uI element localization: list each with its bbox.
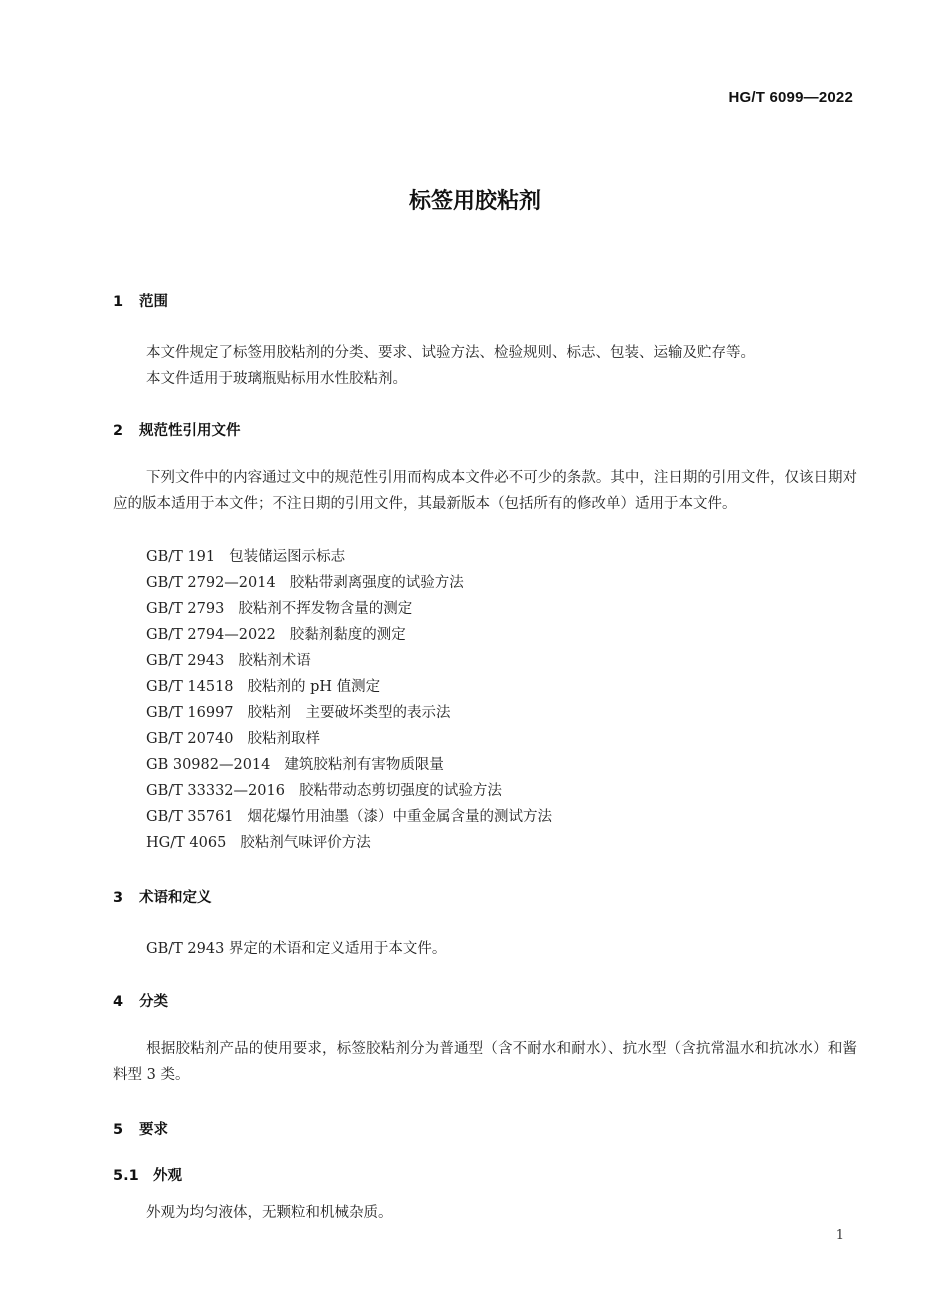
section-number: 4: [113, 994, 124, 1010]
document-title: 标签用胶粘剂: [408, 189, 541, 214]
classification-body: 根据胶粘剂产品的使用要求，标签胶粘剂分为普通型（含不耐水和耐水）、抗水型（含抗常温水和抗冰水）和酱料型 3 类。: [113, 1041, 857, 1083]
scope-line-1: 本文件规定了标签用胶粘剂的分类、要求、试验方法、检验规则、标志、包装、运输及贮存等。: [146, 345, 755, 361]
list-item: [146, 752, 552, 778]
ref-title: 胶粘剂气味评价方法: [240, 835, 371, 851]
list-item: [146, 778, 552, 804]
list-item: [146, 830, 552, 856]
appearance-text: 外观为均匀液体，无颗粒和机械杂质。: [146, 1205, 393, 1221]
section-2-heading: [113, 419, 241, 440]
ref-title: 胶粘带剥离强度的试验方法: [289, 575, 464, 591]
section-title: 要求: [139, 1122, 168, 1138]
section-number: 2: [113, 423, 124, 439]
ref-title: 胶粘带动态剪切强度的试验方法: [298, 783, 502, 799]
normative-references-intro: [113, 465, 857, 517]
scope-line-2: 本文件适用于玻璃瓶贴标用水性胶粘剂。: [146, 371, 407, 387]
ref-title: 建筑胶粘剂有害物质限量: [284, 757, 444, 773]
ref-title: 胶粘剂不挥发物含量的测定: [238, 601, 413, 617]
ref-title: 胶粘剂取样: [247, 731, 321, 747]
ref-code: GB/T 16997: [146, 705, 234, 721]
ref-code: GB 30982—2014: [146, 757, 271, 773]
ref-title: 胶粘剂 主要破坏类型的表示法: [247, 705, 451, 721]
ref-title: 胶粘剂的 pH 值测定: [247, 679, 381, 695]
ref-code: GB/T 2794—2022: [146, 627, 276, 643]
section-number: 1: [113, 294, 124, 310]
ref-code: HG/T 4065: [146, 835, 227, 851]
section-1-heading: [113, 290, 168, 311]
reference-list: [146, 544, 552, 856]
list-item: [146, 700, 552, 726]
section-3-heading: [113, 886, 212, 907]
ref-code: GB/T 2943: [146, 653, 225, 669]
ref-title: 包装储运图示标志: [229, 549, 346, 565]
standard-code: HG/T 6099—2022: [728, 89, 853, 106]
ref-code: GB/T 20740: [146, 731, 234, 747]
terms-text: GB/T 2943 界定的术语和定义适用于本文件。: [146, 941, 447, 957]
list-item: [146, 544, 552, 570]
subsection-5-1-heading: [113, 1164, 182, 1185]
intro-text: 下列文件中的内容通过文中的规范性引用而构成本文件必不可少的条款。其中，注日期的引用文件，仅该日期对应的版本适用于本文件；不注日期的引用文件，其最新版本（包括所有的修改单）适用于本文件。: [113, 470, 857, 512]
subsection-number: 5.1: [113, 1168, 139, 1184]
classification-text: [113, 1036, 857, 1088]
ref-code: GB/T 2793: [146, 601, 225, 617]
list-item: [146, 726, 552, 752]
list-item: [146, 570, 552, 596]
ref-code: GB/T 191: [146, 549, 216, 565]
ref-title: 烟花爆竹用油墨（漆）中重金属含量的测试方法: [247, 809, 553, 825]
ref-title: 胶黏剂黏度的测定: [289, 627, 406, 643]
section-title: 规范性引用文件: [139, 423, 241, 439]
section-title: 范围: [139, 294, 168, 310]
section-4-heading: [113, 990, 168, 1011]
list-item: [146, 622, 552, 648]
section-5-heading: [113, 1118, 168, 1139]
section-number: 3: [113, 890, 124, 906]
list-item: [146, 596, 552, 622]
ref-code: GB/T 33332—2016: [146, 783, 285, 799]
section-title: 术语和定义: [139, 890, 212, 906]
ref-code: GB/T 35761: [146, 809, 234, 825]
section-number: 5: [113, 1122, 124, 1138]
ref-code: GB/T 2792—2014: [146, 575, 276, 591]
page-number: 1: [835, 1228, 844, 1243]
subsection-title: 外观: [153, 1168, 182, 1184]
ref-title: 胶粘剂术语: [238, 653, 311, 669]
ref-code: GB/T 14518: [146, 679, 234, 695]
section-title: 分类: [139, 994, 168, 1010]
list-item: [146, 674, 552, 700]
list-item: [146, 648, 552, 674]
list-item: [146, 804, 552, 830]
